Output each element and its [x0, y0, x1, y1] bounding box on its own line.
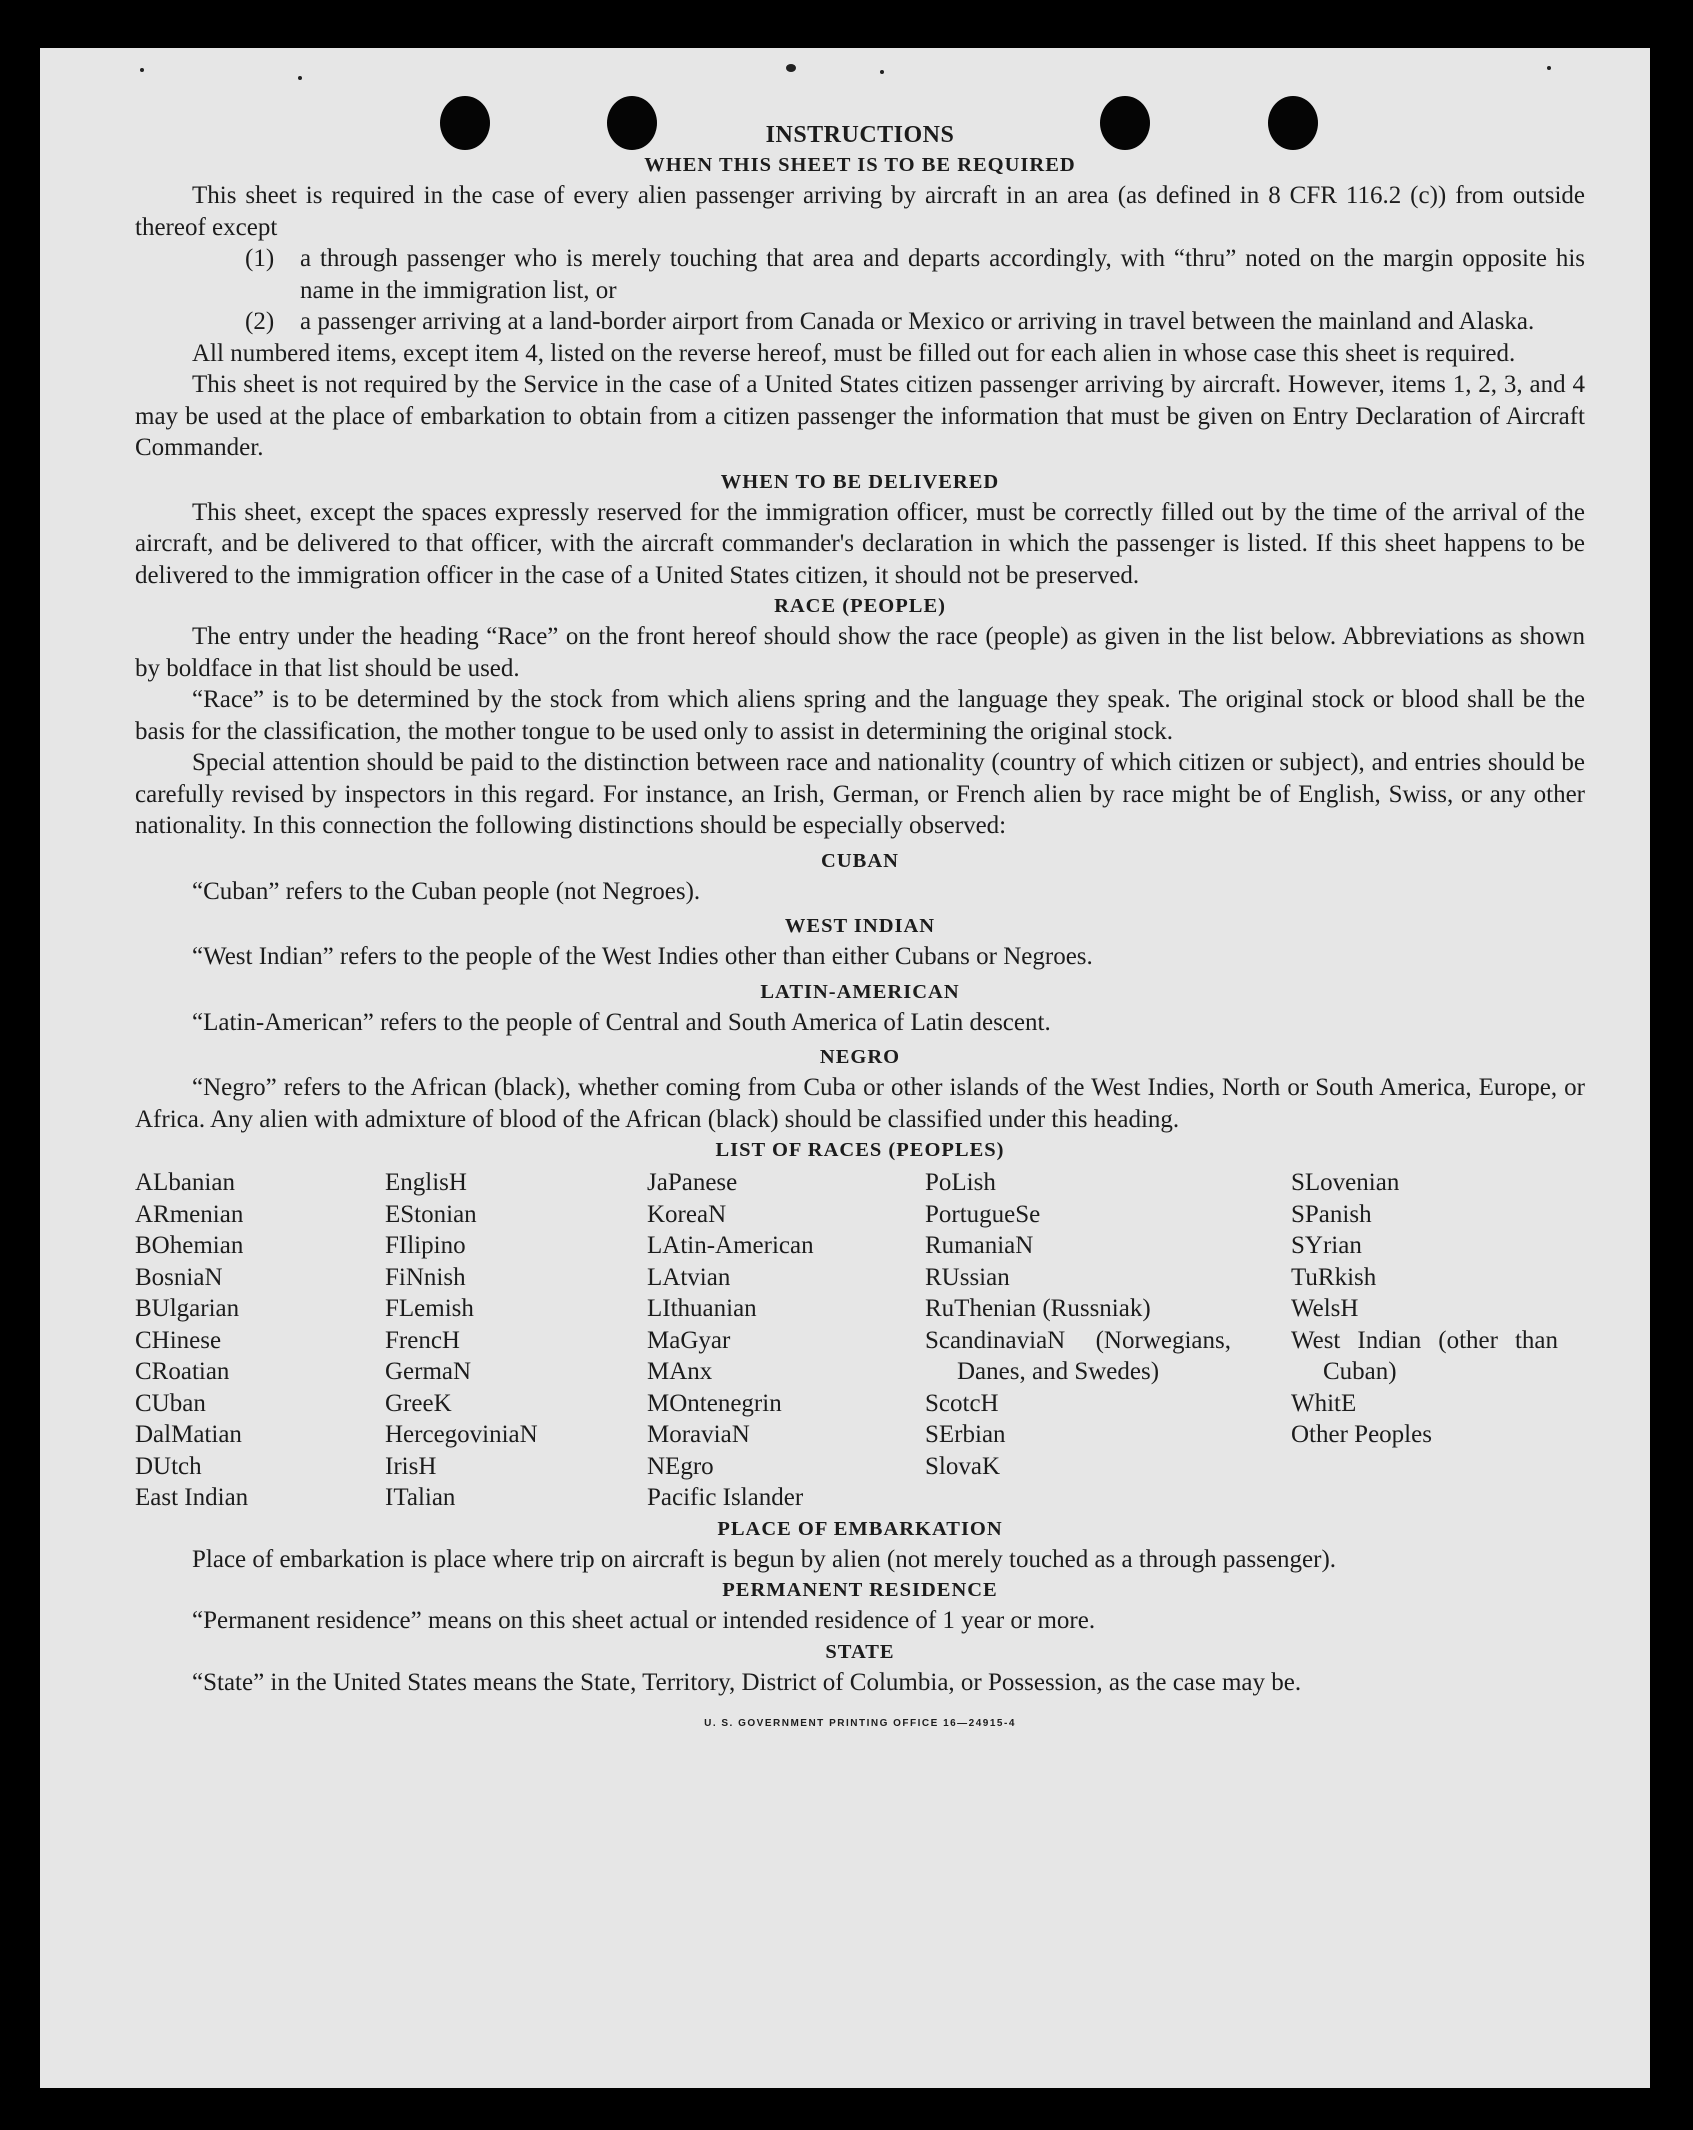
race-column — [925, 1167, 1291, 1514]
item-number: (2) — [245, 308, 275, 335]
list-item — [135, 306, 1585, 338]
race-item: FrencH — [385, 1326, 460, 1354]
race-item: BUlgarian — [135, 1295, 240, 1322]
race-item: MOntenegrin — [647, 1389, 782, 1417]
race-item: MoraviaN — [647, 1421, 750, 1448]
race-item: SLovenian — [1291, 1169, 1400, 1196]
race-item: CHinese — [135, 1326, 222, 1354]
race-item: PortugueSe — [925, 1200, 1041, 1228]
race-item: Pacific Islander — [647, 1484, 804, 1511]
race-item: GermaN — [385, 1358, 472, 1385]
race-list — [135, 1167, 1585, 1514]
printer-imprint: U. S. GOVERNMENT PRINTING OFFICE 16—24915-4 — [704, 1718, 1016, 1729]
paragraph: The entry under the heading “Race” on the front hereof should show the race (people) as given in the list below. Abbreviations as shown by boldface in that list should be used. — [135, 623, 1585, 682]
race-column — [1291, 1167, 1558, 1514]
paragraph: Place of embarkation is place where trip on aircraft is begun by alien (not merely touched as a through passenger). — [192, 1545, 1337, 1573]
race-item: LAtin-American — [647, 1232, 814, 1259]
section-heading: WHEN THIS SHEET IS TO BE REQUIRED — [644, 154, 1076, 176]
race-item: ALbanian — [135, 1169, 235, 1196]
paragraph: “Permanent residence” means on this sheet actual or intended residence of 1 year or more. — [192, 1607, 1096, 1634]
race-item: FLemish — [385, 1295, 474, 1322]
item-text: a passenger arriving at a land-border airport from Canada or Mexico or arriving in travel between the mainland and Alaska. — [300, 308, 1535, 335]
race-item: West Indian (other than Cuban) — [1291, 1326, 1558, 1385]
speck — [880, 70, 884, 74]
paragraph: “West Indian” refers to the people of the West Indies other than either Cubans or Negroes. — [192, 943, 1093, 970]
speck — [786, 64, 796, 72]
section-heading: STATE — [825, 1640, 895, 1663]
speck — [1547, 66, 1551, 70]
race-item: CRoatian — [135, 1358, 230, 1385]
document-sheet — [40, 48, 1650, 2088]
race-item: RUssian — [925, 1263, 1010, 1291]
item-text: a through passenger who is merely touching that area and departs accordingly, with “thru” noted on the margin opposite his name in the immigration list, or — [300, 245, 1585, 304]
section-heading: NEGRO — [819, 1046, 901, 1068]
paragraph: “Latin-American” refers to the people of Central and South America of Latin descent. — [192, 1008, 1051, 1036]
paragraph: This sheet, except the spaces expressly reserved for the immigration officer, must be correctly filled out by the time of the arrival of the aircraft, and be delivered to that officer, with the aircraft commander's declaration in which the passenger is listed. If this sheet happens to be delivered to the immigration officer in the case of a United States citizen, it should not be preserved. — [135, 498, 1585, 589]
race-item: ScotcH — [925, 1389, 999, 1417]
race-item: PoLish — [925, 1169, 996, 1196]
race-item: FIlipino — [385, 1232, 466, 1259]
paragraph: This sheet is not required by the Service in the case of a United States citizen passenger arriving by aircraft. However, items 1, 2, 3, and 4 may be used at the place of embarkation to obtain from a citizen passenger the information that must be given on Entry Declaration of Aircraft Commander. — [135, 371, 1585, 461]
race-item: RuThenian (Russniak) — [925, 1295, 1151, 1322]
speck — [298, 76, 302, 80]
race-item: ITalian — [385, 1484, 456, 1511]
race-column — [135, 1167, 385, 1514]
race-item: SYrian — [1291, 1232, 1362, 1259]
race-item: HercegoviniaN — [385, 1421, 538, 1448]
race-item: MAnx — [647, 1358, 713, 1385]
section-heading: WHEN TO BE DELIVERED — [720, 470, 1000, 493]
race-column — [385, 1167, 647, 1514]
instructions-body — [135, 120, 1585, 1740]
race-item: EStonian — [385, 1200, 477, 1228]
race-item: East Indian — [135, 1484, 249, 1511]
race-item: LAtvian — [647, 1263, 731, 1291]
list-item — [135, 243, 1585, 306]
race-item: WelsH — [1291, 1295, 1359, 1322]
page-title: INSTRUCTIONS — [765, 122, 955, 148]
section-heading: PERMANENT RESIDENCE — [722, 1579, 998, 1601]
race-item: TuRkish — [1291, 1263, 1377, 1291]
paragraph: “Race” is to be determined by the stock from which aliens spring and the language they speak. The original stock or blood shall be the basis for the classification, the mother tongue to be used only to assist in determining the original stock. — [135, 686, 1585, 745]
item-number: (1) — [245, 245, 275, 272]
paragraph: “State” in the United States means the State, Territory, District of Columbia, or Possession, as the case may be. — [192, 1668, 1302, 1696]
race-item: BOhemian — [135, 1232, 244, 1259]
race-item: CUban — [135, 1389, 206, 1417]
race-item: ARmenian — [135, 1200, 244, 1228]
race-item: MaGyar — [647, 1326, 731, 1354]
race-item: DalMatian — [135, 1421, 242, 1448]
section-heading: PLACE OF EMBARKATION — [717, 1517, 1003, 1540]
section-heading: LATIN-AMERICAN — [760, 980, 960, 1003]
paragraph: This sheet is required in the case of every alien passenger arriving by aircraft in an area (as defined in 8 CFR 116.2 (c)) from outside thereof except — [135, 182, 1585, 241]
race-item: BosniaN — [135, 1263, 223, 1291]
race-item: ScandinaviaN (Norwegians, Danes, and Swedes) — [925, 1326, 1231, 1385]
race-item: JaPanese — [647, 1169, 738, 1196]
race-item: LIthuanian — [647, 1295, 757, 1322]
race-item: FiNnish — [385, 1263, 466, 1291]
race-item: SlovaK — [925, 1452, 1000, 1480]
race-item: NEgro — [647, 1452, 714, 1480]
paragraph: All numbered items, except item 4, listed on the reverse hereof, must be filled out for each alien in whose case this sheet is required. — [192, 339, 1516, 367]
race-item: SPanish — [1291, 1200, 1372, 1228]
race-item: IrisH — [385, 1452, 437, 1480]
race-item: GreeK — [385, 1389, 452, 1417]
race-item: SErbian — [925, 1421, 1006, 1448]
paragraph: “Cuban” refers to the Cuban people (not Negroes). — [192, 877, 701, 905]
race-item: WhitE — [1291, 1389, 1357, 1417]
race-item: KoreaN — [647, 1200, 727, 1228]
race-item: Other Peoples — [1291, 1421, 1432, 1448]
paragraph: Special attention should be paid to the distinction between race and nationality (country of which citizen or subject), and entries should be carefully revised by inspectors in this regard. For instance, an Irish, German, or French alien by race might be of English, Swiss, or any other nationality. In this connection the following distinctions should be especially observed: — [135, 749, 1585, 839]
section-heading: RACE (PEOPLE) — [774, 595, 946, 617]
speck — [140, 68, 144, 72]
paragraph: “Negro” refers to the African (black), whether coming from Cuba or other islands of the West Indies, North or South America, Europe, or Africa. Any alien with admixture of blood of the African (black) should be classified under this heading. — [135, 1074, 1585, 1133]
race-item: DUtch — [135, 1452, 202, 1480]
race-item: EnglisH — [385, 1169, 467, 1196]
section-heading: WEST INDIAN — [784, 915, 936, 937]
race-column — [647, 1167, 925, 1514]
section-heading: LIST OF RACES (PEOPLES) — [715, 1139, 1005, 1161]
race-item: RumaniaN — [925, 1232, 1034, 1259]
section-heading: CUBAN — [821, 849, 899, 872]
